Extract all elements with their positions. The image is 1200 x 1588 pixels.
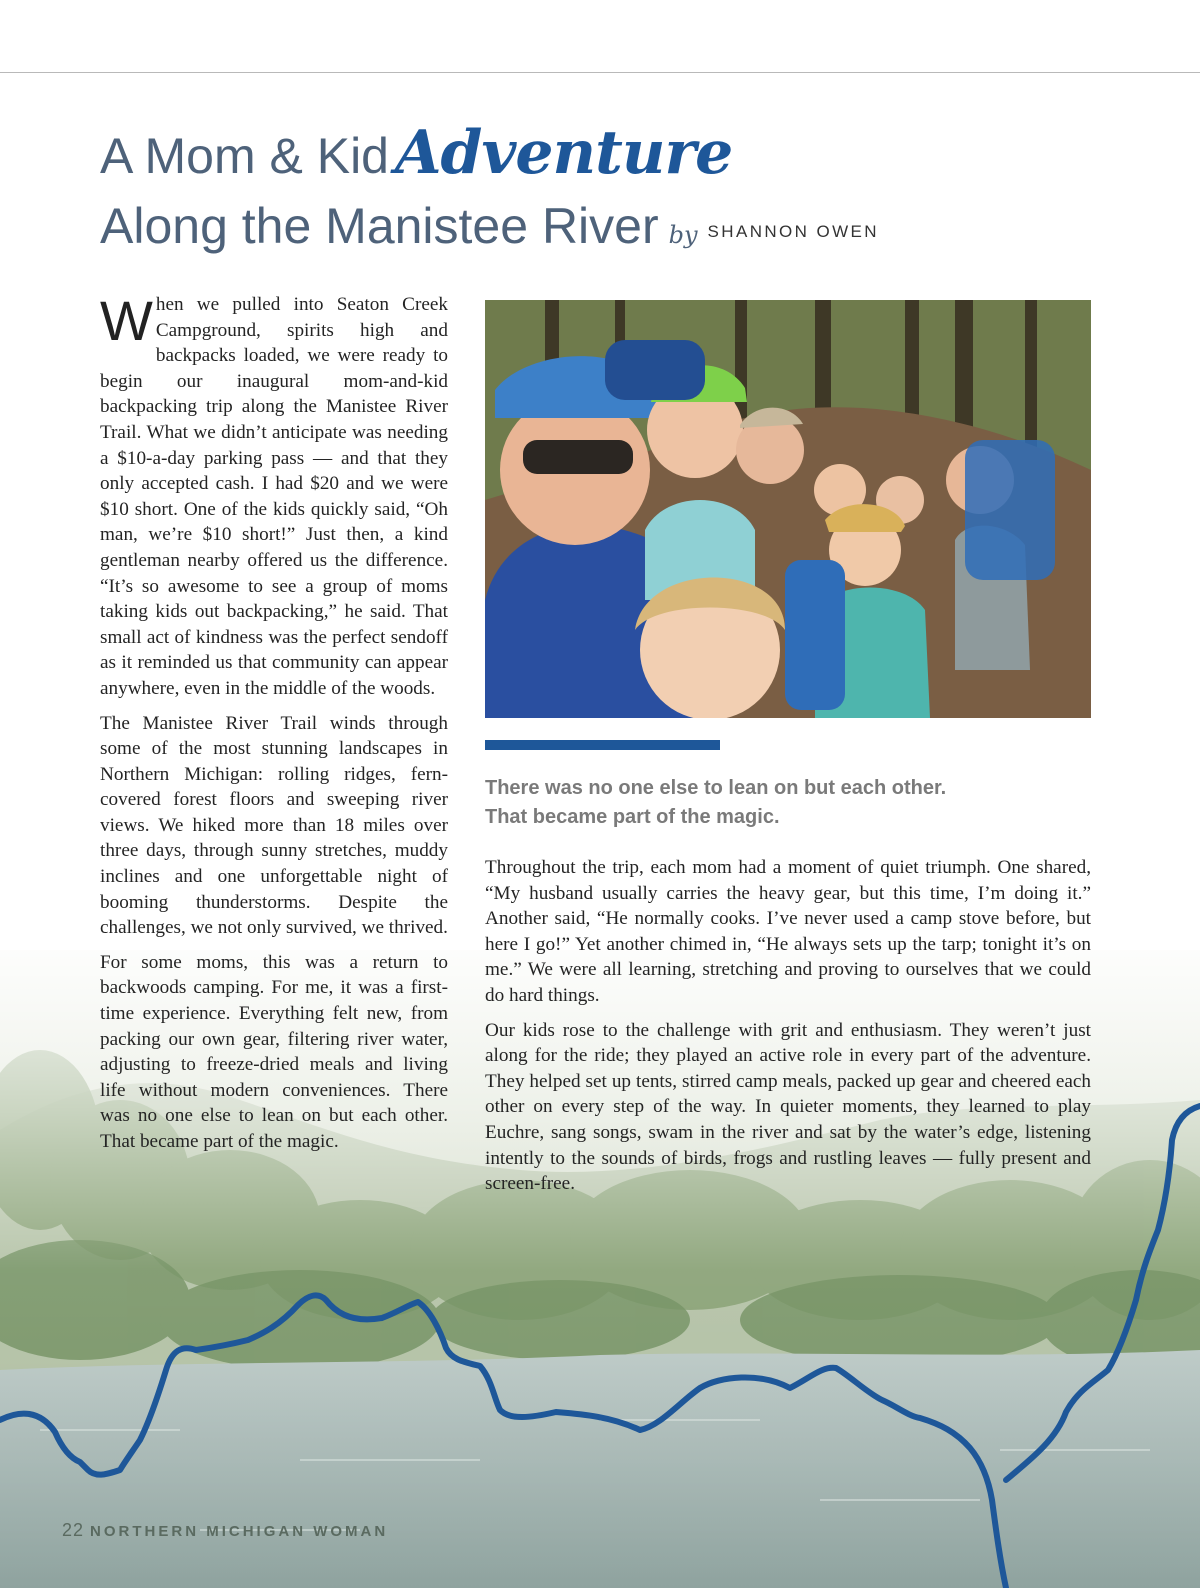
pull-quote-line-1: There was no one else to lean on but each other. — [485, 777, 947, 799]
article-title — [100, 118, 1100, 270]
right-column — [485, 855, 1091, 1206]
paragraph-text: hen we pulled into Seaton Creek Campground, spirits high and backpacks loaded, we were ready to begin our inaugural mom-and-kid backpacking trip along the Manistee River Trail. What we didn’t anticipate was needing a $10-a-day parking pass — and that they only accepted cash. I had $20 and we were $10 short. One of the kids quickly said, “Oh man, we’re $10 short!” Just then, a kind gentleman nearby offered us the difference. “It’s so awesome to see a group of moms taking kids out backpacking,” he said. That small act of kindness was the perfect sendoff as it reminded us that community can appear anywhere, even in the middle of the woods. — [100, 294, 448, 699]
drop-cap: W — [100, 289, 153, 352]
title-part-1: A Mom & Kid — [100, 128, 389, 184]
paragraph: Throughout the trip, each mom had a moment of quiet triumph. One shared, “My husband usually carries the heavy gear, but this time, I’m doing it.” Another said, “He normally cooks. I’ve never used a camp stove before, but here I go!” Yet another chimed in, “He always sets up the tarp; tonight it’s on me.” We were all learning, stretching and proving to ourselves that we could do hard things. — [485, 857, 1091, 1006]
byline-by: by — [668, 221, 698, 249]
paragraph: For some moms, this was a return to backwoods camping. For me, it was a first-time experience. Everything felt new, from packing our own gear, filtering river water, adjusting to freeze-dried meals and living life without modern conveniences. There was no one else to lean on but each other. That became part of the magic. — [100, 951, 448, 1152]
left-column — [100, 289, 448, 1164]
pull-quote — [485, 774, 1045, 832]
paragraph: Our kids rose to the challenge with grit and enthusiasm. They weren’t just along for the ride; they played an active role in every part of the adventure. They helped set up tents, stirred camp meals, packed up gear and cheered each other on every step of the way. In quieter moments, they learned to play Euchre, sang songs, swam in the river and sat by the water’s edge, listening intently to the sounds of birds, frogs and rustling leaves — fully present and screen-free. — [485, 1019, 1091, 1195]
top-rule — [0, 72, 1200, 73]
accent-bar — [485, 740, 720, 750]
publication-name: NORTHERN MICHIGAN WOMAN — [90, 1523, 389, 1540]
page-number: 22 — [62, 1520, 85, 1540]
pull-quote-line-2: That became part of the magic. — [485, 806, 780, 828]
page-footer — [62, 1520, 388, 1541]
author-name: SHANNON OWEN — [707, 222, 879, 241]
title-script-word: Adventure — [395, 118, 733, 188]
paragraph — [100, 289, 448, 702]
group-selfie-photo — [485, 300, 1091, 718]
paragraph: The Manistee River Trail winds through some of the most stunning landscapes in Northern Michigan: rolling ridges, fern-covered forest floors and sweeping river views. We hiked more than 18 miles over three days, through sunny stretches, muddy inclines and one unforgettable night of booming thunderstorms. Despite the challenges, we not only survived, we thrived. — [100, 712, 448, 939]
title-part-2: Along the Manistee River — [100, 198, 659, 254]
